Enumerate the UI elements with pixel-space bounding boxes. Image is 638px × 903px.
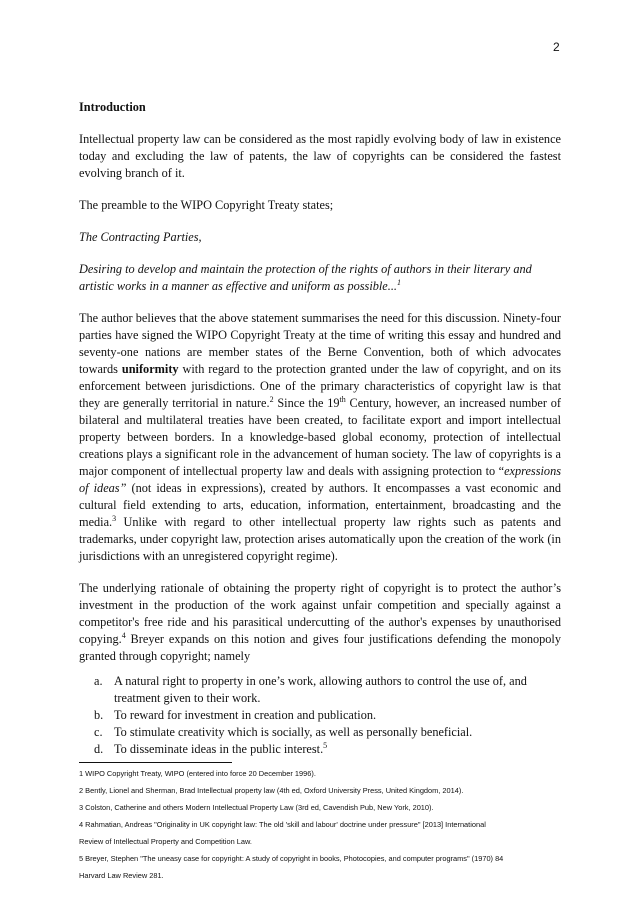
list-item-text: A natural right to property in one’s work, allowing authors to control the use of, and treatment given to their work. [114, 674, 527, 705]
document-body [79, 99, 561, 884]
footnotes [79, 765, 561, 884]
quote-text: Desiring to develop and maintain the protection of the rights of authors in their literary and artistic works in a manner as effective and uniform as possible... [79, 262, 532, 293]
list-item-text: To reward for investment in creation and publication. [114, 708, 377, 722]
footnote-ref-1: 1 [397, 277, 401, 287]
footnote-ref-2: 2 [269, 394, 274, 404]
list-item-text: To stimulate creativity which is socially, as well as personally beneficial. [114, 725, 473, 739]
footnote: 2 Bently, Lionel and Sherman, Brad Intellectual property law (4th ed, Oxford University Press, United Kingdom, 2014). [79, 786, 464, 795]
list-marker: c. [94, 725, 103, 739]
footnote: Review of Intellectual Property and Competition Law. [79, 837, 252, 846]
justifications-list [79, 673, 561, 758]
text-run: The underlying rationale of obtaining the property right of copyright is to protect the author’s investment in the production of the work against unfair competition and specially against a competitor's free ride and his parasitical undercutting of the author's expenses by unauthorised copying. [79, 581, 561, 646]
list-item [94, 741, 561, 758]
footnote-ref-4: 4 [121, 630, 126, 640]
footnote: 4 Rahmatian, Andreas "Originality in UK copyright law: The old 'skill and labour' doctrine under pressure" [2013] International [79, 820, 486, 829]
text-run: Century, however, an increased number of bilateral and multilateral treaties have been created, to facilitate export and import intellectual property between borders. In a knowledge-based global economy, protection of intellectual creations plays a significant role in the advancement of human society. The law of copyrights is a major component of intellectual property law and deals with assigning protection to “ [79, 396, 561, 478]
footnote-ref-5: 5 [323, 740, 328, 750]
footnote: 1 WIPO Copyright Treaty, WIPO (entered into force 20 December 1996). [79, 769, 316, 778]
quote-line-contracting-parties: The Contracting Parties, [79, 230, 202, 244]
footnote-divider [79, 762, 232, 763]
text-run: Unlike with regard to other intellectual property law rights such as patents and trademarks, under copyright law, protection arises automatically upon the creation of the work (in jurisdictions with an unregistered copyright regime). [79, 515, 561, 563]
list-item-text: To disseminate ideas in the public interest. [114, 742, 324, 756]
page-number: 2 [553, 40, 560, 54]
list-item [94, 673, 561, 707]
preamble-paragraph: The preamble to the WIPO Copyright Treaty states; [79, 198, 334, 212]
text-run: Since the 19 [273, 396, 340, 410]
footnote: 3 Colston, Catherine and others Modern Intellectual Property Law (3rd ed, Cavendish Pub, New York, 2010). [79, 803, 434, 812]
footnote-ref-3: 3 [112, 513, 117, 523]
text-run: (not ideas in expressions), created by authors. It encompasses a vast economic and cultural field extending to arts, education, information, entertainment, broadcasting and the media. [79, 481, 561, 529]
text-run: The author believes that the above statement summarises the need for this discussion. Ninety-four parties have signed the WIPO Copyright Treaty at the time of writing this essay and hundred and seventy-one nations are member states of the Berne Convention, both of which advocates towards [79, 311, 561, 376]
quote-line-desiring [79, 261, 561, 295]
text-run: with regard to the protection granted under the law of copyright, and on its enforcement between jurisdictions. One of the primary characteristics of copyright law is that they are generally territorial in nature. [79, 362, 561, 410]
ordinal-suffix: th [339, 394, 346, 404]
section-heading: Introduction [79, 100, 146, 114]
text-run: Breyer expands on this notion and gives four justifications defending the monopoly granted through copyright; namely [79, 632, 561, 663]
emphasis-expressions-of-ideas: expressions of ideas” [79, 464, 561, 495]
list-marker: a. [94, 674, 103, 688]
list-marker: d. [94, 742, 104, 756]
author-beliefs-paragraph [79, 310, 561, 565]
footnote: 5 Breyer, Stephen "The uneasy case for copyright: A study of copyright in books, Photocopies, and computer programs" (1970) 84 [79, 854, 504, 863]
list-item [94, 724, 561, 741]
intro-paragraph: Intellectual property law can be considered as the most rapidly evolving body of law in existence today and excluding the law of patents, the law of copyrights can be considered the fastest evolving branch of it. [79, 132, 561, 180]
list-item [94, 707, 561, 724]
list-marker: b. [94, 708, 104, 722]
emphasis-uniformity: uniformity [121, 362, 179, 376]
rationale-paragraph [79, 580, 561, 665]
footnote: Harvard Law Review 281. [79, 871, 164, 880]
